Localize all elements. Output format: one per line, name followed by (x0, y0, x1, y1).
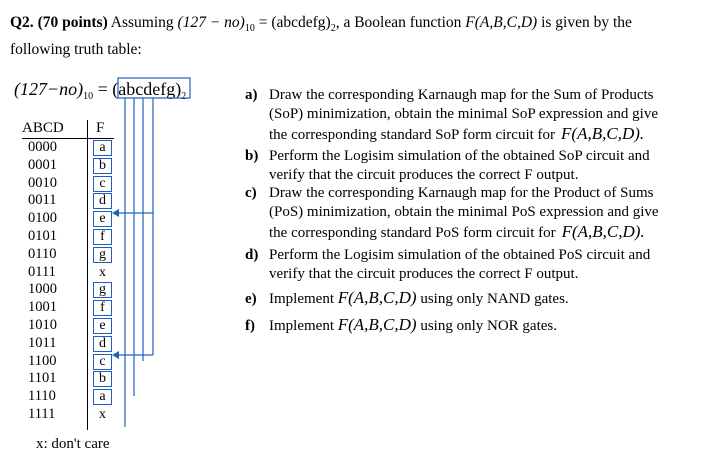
task-label: a) (245, 87, 258, 103)
task-line: Perform the Logisim simulation of the obtained PoS circuit and (269, 247, 651, 263)
task-post: using only NAND gates. (416, 291, 569, 307)
header-expr-right-sub: 2 (330, 23, 336, 34)
table-row-abcd: 0010 (28, 174, 57, 191)
task-line: Perform the Logisim simulation of the obtained SoP circuit and (269, 148, 650, 164)
table-row-f: b (93, 158, 112, 174)
header-expr-right: (abcdefg) (271, 14, 331, 31)
task-body (269, 147, 650, 185)
table-row-abcd: 1100 (28, 352, 57, 369)
task-label: b) (245, 148, 259, 164)
task-line: verify that the circuit produces the correct F output. (269, 266, 579, 282)
table-row-f: b (93, 371, 112, 387)
task-body (269, 246, 650, 284)
task-label: c) (245, 185, 257, 201)
table-row-abcd: 0101 (28, 228, 57, 244)
table-row-f: x (99, 407, 106, 422)
arrowhead-row4 (112, 209, 119, 217)
table-row-abcd: 0110 (28, 245, 57, 262)
task-item (245, 184, 659, 243)
col-f-header: F (96, 120, 105, 136)
table-row-f: g (93, 247, 112, 263)
task-line: Draw the corresponding Karnaugh map for the Sum of Products (269, 87, 654, 103)
task-func: F(A,B,C,D). (561, 124, 645, 143)
question-points: (70 points) (37, 14, 108, 31)
table-row-f: a (93, 389, 112, 405)
table-row-abcd: 1001 (28, 299, 57, 316)
table-equals: = (97, 79, 108, 99)
table-row-f: d (93, 336, 112, 352)
header-expr-left: (127 − no) (177, 14, 245, 31)
task-pre: Implement (269, 318, 338, 334)
task-label: f) (245, 318, 255, 334)
task-line: the corresponding standard SoP form circuit for F(A,B,C,D). (269, 124, 645, 143)
header-equals: = (258, 14, 268, 31)
task-func: F(A,B,C,D). (561, 222, 645, 241)
table-row-abcd: 1011 (28, 334, 57, 351)
header-line2: following truth table: (10, 41, 142, 58)
header-expr-left-sub: 10 (244, 23, 255, 34)
task-line: (SoP) minimization, obtain the minimal SoP expression and give (269, 106, 658, 122)
table-row-f: c (93, 176, 112, 192)
task-label: d) (245, 247, 259, 263)
dont-care-note: x: don't care (36, 436, 110, 452)
table-row-f: d (93, 193, 112, 209)
table-row-abcd: 0111 (28, 263, 56, 280)
header-trail: , a Boolean function (335, 14, 462, 31)
task-item (245, 246, 650, 284)
task-body (269, 184, 659, 243)
table-expr-right: (abcdefg) (112, 79, 182, 99)
table-expr-left-sub: 10 (83, 91, 94, 102)
task-pre: Implement (269, 291, 338, 307)
task-line: the corresponding standard PoS form circuit for F(A,B,C,D). (269, 222, 645, 241)
header-func: F(A,B,C,D) (465, 14, 538, 31)
task-item (245, 86, 658, 145)
task-line: (PoS) minimization, obtain the minimal PoS expression and give (269, 204, 659, 220)
table-row-f: x (99, 264, 106, 280)
table-row-abcd: 1111 (28, 406, 56, 422)
task-item (245, 315, 557, 336)
arrowhead-row11 (112, 351, 119, 359)
task-item (245, 288, 569, 309)
header-is-given: is given by the (541, 14, 632, 31)
task-label: e) (245, 291, 257, 307)
table-row-f: c (93, 354, 112, 370)
task-body (269, 86, 658, 145)
table-row-abcd: 0011 (28, 192, 57, 209)
table-row-f: a (93, 140, 112, 156)
question-number: Q2. (10, 14, 34, 31)
table-row-abcd: 1000 (28, 281, 57, 298)
task-item (245, 147, 650, 185)
table-column-rule (87, 120, 88, 430)
task-func: F(A,B,C,D) (337, 315, 417, 334)
task-post: using only NOR gates. (416, 318, 557, 334)
table-row-abcd: 0100 (28, 210, 57, 227)
table-row-abcd: 1010 (28, 317, 57, 333)
table-row-f: e (93, 318, 112, 334)
table-expr-left: (127−no) (14, 79, 84, 99)
table-row-f: f (93, 229, 112, 245)
task-line: verify that the circuit produces the correct F output. (269, 167, 579, 183)
expr-box (118, 78, 190, 98)
assuming-text: Assuming (110, 14, 174, 31)
table-row-abcd: 1110 (28, 388, 56, 405)
table-row-abcd: 0001 (28, 156, 57, 173)
table-row-abcd: 1101 (28, 370, 57, 387)
col-abcd-header: ABCD (22, 120, 64, 136)
table-row-f: e (93, 211, 112, 227)
task-line: Draw the corresponding Karnaugh map for the Product of Sums (269, 185, 654, 201)
table-expr-right-sub: 2 (181, 91, 187, 102)
table-row-abcd: 0000 (28, 139, 57, 155)
table-row-f: f (93, 300, 112, 316)
table-row-f: g (93, 282, 112, 298)
task-func: F(A,B,C,D) (337, 288, 417, 307)
